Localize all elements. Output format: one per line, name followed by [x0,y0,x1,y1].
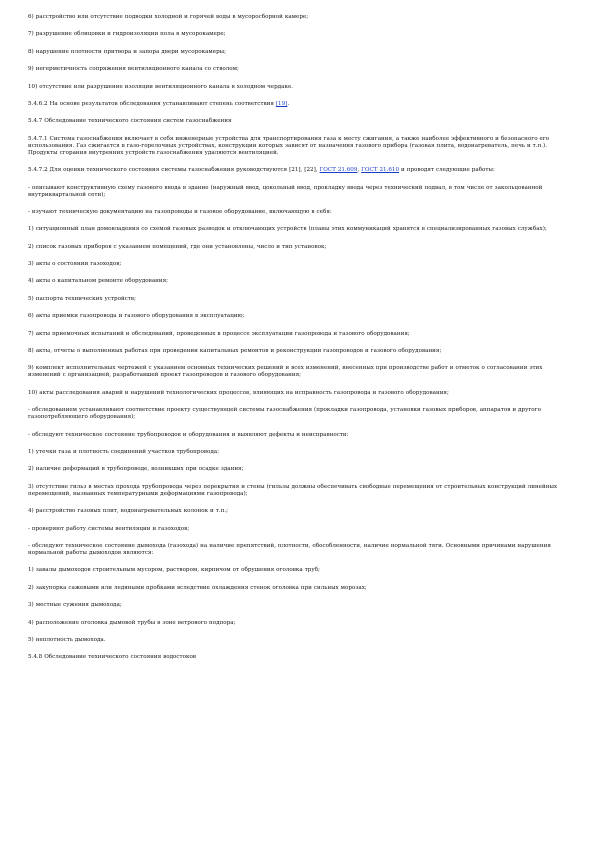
list-item: 10) акты расследования аварий и нарушений технологических процессов, влияющих на исправность газопровода и газового оборудования; [28,389,449,396]
list-item: - обследуют техническое состояние трубопроводов и оборудования и выявляют дефекты и неисправности: [28,431,349,438]
list-item: 4) акты о капитальном ремонте оборудования; [28,278,169,285]
paragraph-5-4-6-2 [28,101,568,108]
list-item: 3) отсутствие гильз в местах прохода трубопровода через перекрытия и стены (гильзы должны обеспечивать свободные перемещения от строительных конструкций линейных перемещений, вызванных температурными деформациями газопровода); [28,483,558,497]
list-item: 6) акты приемки газопровода и газового оборудования в эксплуатацию; [28,313,245,320]
paragraph-text: 5.4.6.2 На основе результатов обследования устанавливают степень соответствия [28,100,276,107]
list-item: - проверяют работу системы вентиляции и газоходов; [28,525,190,532]
section-heading-5-4-8: 5.4.8 Обследование технического состояния водостоков [28,654,197,661]
list-item: 2) список газовых приборов с указанием помещений, где они установлены, число и тип установок; [28,243,327,250]
list-item: 9) комплект исполнительных чертежей с указанием основных технических решений и всех изменений, внесенных при производстве работ и отметок о согласовании этих изменений с организацией, разработавшей проект газопроводов и газового оборудования; [28,365,543,379]
list-item: 8) акты, отчеты о выполненных работах при проведении капитальных ремонтов и реконструкции газопроводов и газового оборудования; [28,348,442,355]
list-item: 1) завалы дымоходов строительным мусором, раствором, кирпичом от обрушения оголовка труб; [28,567,320,574]
paragraph-text: 5.4.7.2 Для оценки технического состояния системы газоснабжения руководствуются [21], [22], [28,167,320,174]
gost-21-610-link[interactable]: ГОСТ 21.610 [361,167,400,174]
list-item: 4) расположение оголовка дымовой трубы в зоне ветрового подпора; [28,619,236,626]
paragraph-text: и проводят следующие работы: [399,167,495,174]
list-item: 7) разрушение облицовки и гидроизоляции пола в мусорокамере; [28,31,226,38]
gost-21-609-link[interactable]: ГОСТ 21.609 [319,167,358,174]
list-item: 4) расстройство газовых плит, водонагревательных колонок и т.п.; [28,508,229,515]
list-item: 3) местные сужения дымохода; [28,602,122,609]
list-item: 3) акты о состоянии газоходов; [28,261,122,268]
list-item: 5) неплотность дымохода. [28,636,106,643]
list-item: - изучают техническую документацию на газопроводы и газовое оборудование, включающую в себя: [28,208,332,215]
list-item: 7) акты приемочных испытаний и обследований, проведенных в процессе эксплуатации газопровода и газового оборудования; [28,330,410,337]
section-heading-5-4-7: 5.4.7 Обследование технического состояния систем газоснабжения [28,118,232,125]
document-body [28,14,568,672]
list-item: 8) нарушение плотности притвора и запора двери мусорокамеры; [28,48,227,55]
paragraph-5-4-7-1: 5.4.7.1 Система газоснабжения включает в себя инженерные устройства для транспортирования газа к месту сжигания, а также наиболее эффективного и безопасного его использования. Газ сжигается в газо-горелочных устройствах, конструкции которых зависят от назначения газового прибора (газовая плита, водонагреватель, печь и т.п.). Продукты сгорания внутренних устройств газоснабжения удаляются вентиляцией. [28,135,550,156]
list-item: - описывают конструктивную схему газового ввода в здание (наружный ввод, цокольный ввод, прокладку ввода через технический подвал, в том числе от закольцованной внутриквартальной сети); [28,184,543,198]
list-item: 1) утечки газа и плотность соединений участков трубопровода; [28,448,220,455]
paragraph-text: . [287,100,290,107]
reference-link-19[interactable]: [19] [275,100,288,107]
list-item: 2) закупорка сажевыми или ледяными пробками вследствие охлаждения стенок оголовка при сильных морозах; [28,584,367,591]
list-item: 6) расстройство или отсутствие подводки холодной и горячей воды в мусоросборной камере; [28,14,309,20]
list-item: 5) паспорта технических устройств; [28,295,136,302]
list-item: - обследованием устанавливают соответствие проекту существующей системы газоснабжения (прокладки газопровода, установки газовых приборов, аппаратов и другого газопотребляющего оборудования); [28,407,541,421]
paragraph-5-4-7-2 [28,167,568,174]
list-item: - обследуют техническое состояние дымохода (газохода) на наличие препятствий, плотности, обособленности, наличие нормальной тяги. Основными причинами нарушения нормальной работы дымоходов являются: [28,542,551,556]
list-item: 2) наличие деформаций в трубопроводе, возникших при осадке здания; [28,466,244,473]
list-item: 9) негерметичность сопряжения вентиляционного канала со стволом; [28,66,239,73]
paragraph-text: , [357,167,362,174]
list-item: 10) отсутствие или разрушение изоляции вентиляционного канала в холодном чердаке. [28,83,294,90]
list-item: 1) ситуационный план домовладения со схемой газовых разводок и отключающих устройств (планы этих коммуникаций хранятся в специализированных газовых службах); [28,226,547,233]
